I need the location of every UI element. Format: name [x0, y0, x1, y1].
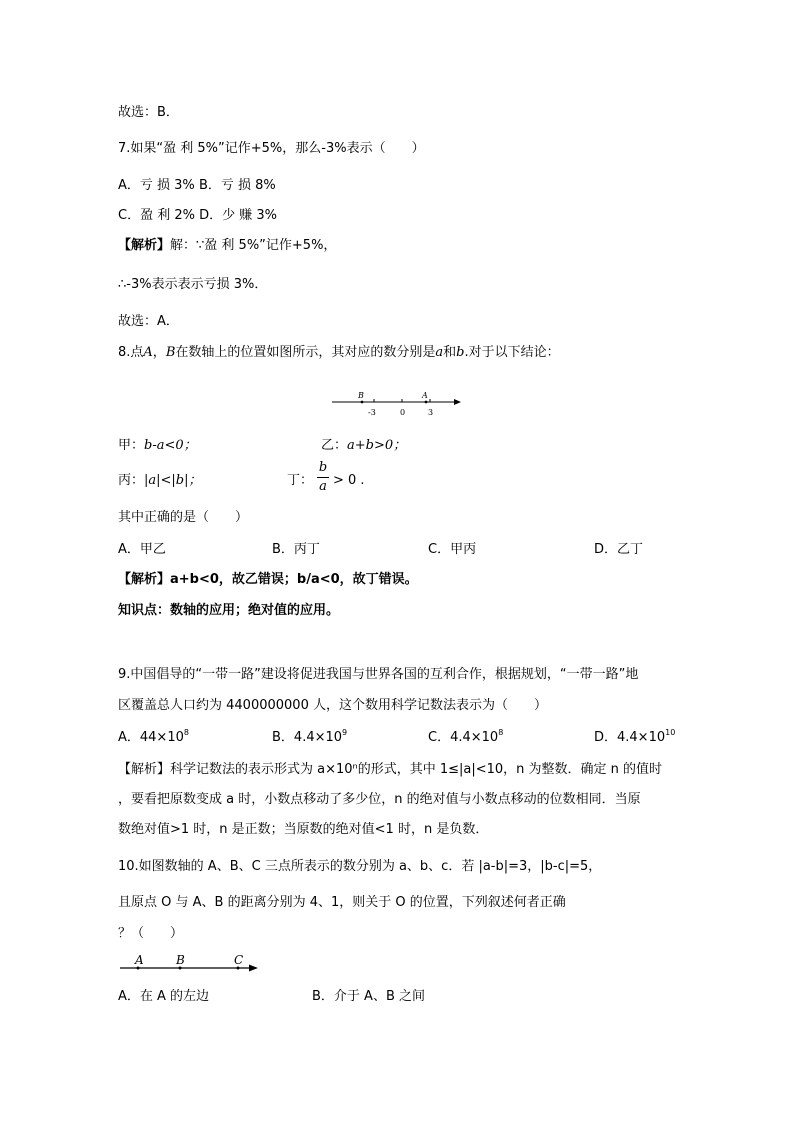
q8-yi-label: 乙：: [321, 438, 348, 453]
q8-number-line: [330, 386, 466, 418]
q9-option-d: [594, 729, 675, 747]
q8-bing-label: 丙：: [118, 473, 145, 488]
q8-point-A: [425, 401, 428, 404]
q7-analysis-line2: ∴-3%表示表示亏损 3%．: [118, 277, 268, 292]
q9-option-a-text: A．44×10: [118, 730, 184, 745]
q8-jia-label: 甲：: [118, 438, 145, 453]
q10-number-line: [118, 952, 260, 974]
q8-yi-expr: a+b>0；: [347, 438, 407, 453]
q8-stem-prefix: 8.点: [118, 345, 144, 360]
q8-var-B: B: [165, 345, 176, 360]
q8-stem: [118, 344, 560, 362]
q8-tick-label-3: 3: [428, 408, 434, 417]
q8-question: 其中正确的是（ ）: [118, 510, 249, 525]
q8-var-A: A: [143, 345, 153, 360]
q6-answer: 故选：B．: [118, 105, 179, 120]
q8-var-a: a: [435, 345, 444, 360]
q10-label-A: A: [135, 953, 144, 967]
q9-option-c: [428, 729, 503, 747]
q8-option-d: D．乙丁: [594, 542, 644, 557]
q8-tick-label-0: 0: [400, 408, 406, 417]
q8-ding: [287, 472, 313, 490]
q8-stem-mid: 在数轴上的位置如图所示，其对应的数分别是: [175, 345, 436, 360]
q9-analysis-line1: 【解析】科学记数法的表示形式为 a×10ⁿ的形式，其中 1≤|a|<10，n 为整数．确定 n 的值时: [118, 762, 663, 777]
q8-jia-expr: b-a<0；: [144, 438, 197, 453]
q9-option-a: [118, 729, 189, 747]
q9-stem-line1: 9.中国倡导的“一带一路”建设将促进我国与世界各国的互利合作，根据规划，“一带一路”地: [118, 667, 639, 682]
q9-option-c-exp: 8: [498, 728, 504, 737]
q7-stem: 7.如果“盈 利 5%”记作+5%，那么-3%表示（ ）: [118, 141, 425, 156]
q8-ding-fraction: [317, 460, 329, 495]
q9-option-b: [272, 729, 347, 747]
q8-analysis: 【解析】a+b<0，故乙错误；b/a<0，故丁错误。: [118, 572, 418, 587]
q9-option-d-text: D．4.4×10: [594, 730, 666, 745]
q8-var-b: b: [456, 345, 465, 360]
q8-ding-numerator: b: [318, 460, 328, 475]
q9-option-d-exp: 10: [665, 728, 676, 737]
q9-stem-line2: 区覆盖总人口约为 4400000000 人，这个数用科学记数法表示为（ ）: [118, 698, 547, 713]
q9-option-b-text: B．4.4×10: [272, 730, 343, 745]
q10-label-B: B: [176, 953, 185, 967]
q7-answer: 故选：A．: [118, 314, 179, 329]
q8-label-A: A: [422, 391, 428, 400]
q10-option-b: B．介于 A、B 之间: [312, 989, 425, 1004]
q7-option-d: D．少 赚 3%: [199, 208, 278, 223]
q10-option-a: A．在 A 的左边: [118, 989, 210, 1004]
q8-and: 和: [443, 345, 457, 360]
q8-bing-expr: |a|<|b|；: [144, 473, 202, 488]
q7-options-row1: [118, 177, 276, 195]
q8-yi: [321, 437, 406, 455]
q9-analysis-line3: 数绝对值>1 时，n 是正数；当原数的绝对值<1 时，n 是负数．: [118, 822, 489, 837]
q10-stem-line2: 且原点 O 与 A、B 的距离分别为 4、1，则关于 O 的位置，下列叙述何者正确: [118, 895, 566, 910]
q8-bing: [118, 472, 202, 490]
q8-ding-fraction-bar: [317, 477, 329, 478]
q7-options-row2: [118, 207, 277, 225]
q8-knowledge: 知识点：数轴的应用；绝对值的应用。: [118, 603, 340, 618]
q10-stem-line1: 10.如图数轴的 A、B、C 三点所表示的数分别为 a、b、c．若 |a-b|=3，|b-c|=5，: [118, 859, 602, 874]
q7-option-b: B．亏 损 8%: [198, 178, 276, 193]
q8-tick-label-neg3: -3: [368, 408, 376, 417]
q8-ding-label: 丁：: [287, 473, 314, 488]
q9-analysis-line2: ，要看把原数变成 a 时，小数点移动了多少位，n 的绝对值与小数点移动的位数相同．当原: [118, 792, 641, 807]
q7-analysis-text: 解：∵盈 利 5%”记作+5%，: [170, 238, 337, 253]
q8-option-a: A．甲乙: [118, 542, 166, 557]
q8-ding-denominator: a: [319, 479, 327, 494]
q8-ding-rest: > 0 .: [333, 473, 365, 488]
q9-option-c-text: C．4.4×10: [428, 730, 499, 745]
q7-option-c: C．盈 利 2%: [118, 208, 195, 223]
q7-analysis-tag: 【解析】: [118, 238, 171, 253]
q8-option-b: B．丙丁: [272, 542, 320, 557]
q8-comma: ，: [152, 345, 166, 360]
q8-label-B: B: [358, 391, 364, 400]
q8-axis-arrow: [454, 399, 461, 405]
q7-analysis-line1: [118, 237, 336, 255]
q9-option-b-exp: 9: [342, 728, 348, 737]
q9-option-a-exp: 8: [183, 728, 189, 737]
q8-stem-suffix: .对于以下结论：: [464, 345, 560, 360]
q8-jia: [118, 437, 197, 455]
q10-label-C: C: [234, 953, 244, 967]
q8-option-c: C．甲丙: [428, 542, 477, 557]
q10-stem-line3: ？（ ）: [118, 926, 184, 941]
q8-point-B: [361, 401, 364, 404]
q7-option-a: A．亏 损 3%: [118, 178, 195, 193]
q10-axis-arrow: [249, 965, 258, 972]
